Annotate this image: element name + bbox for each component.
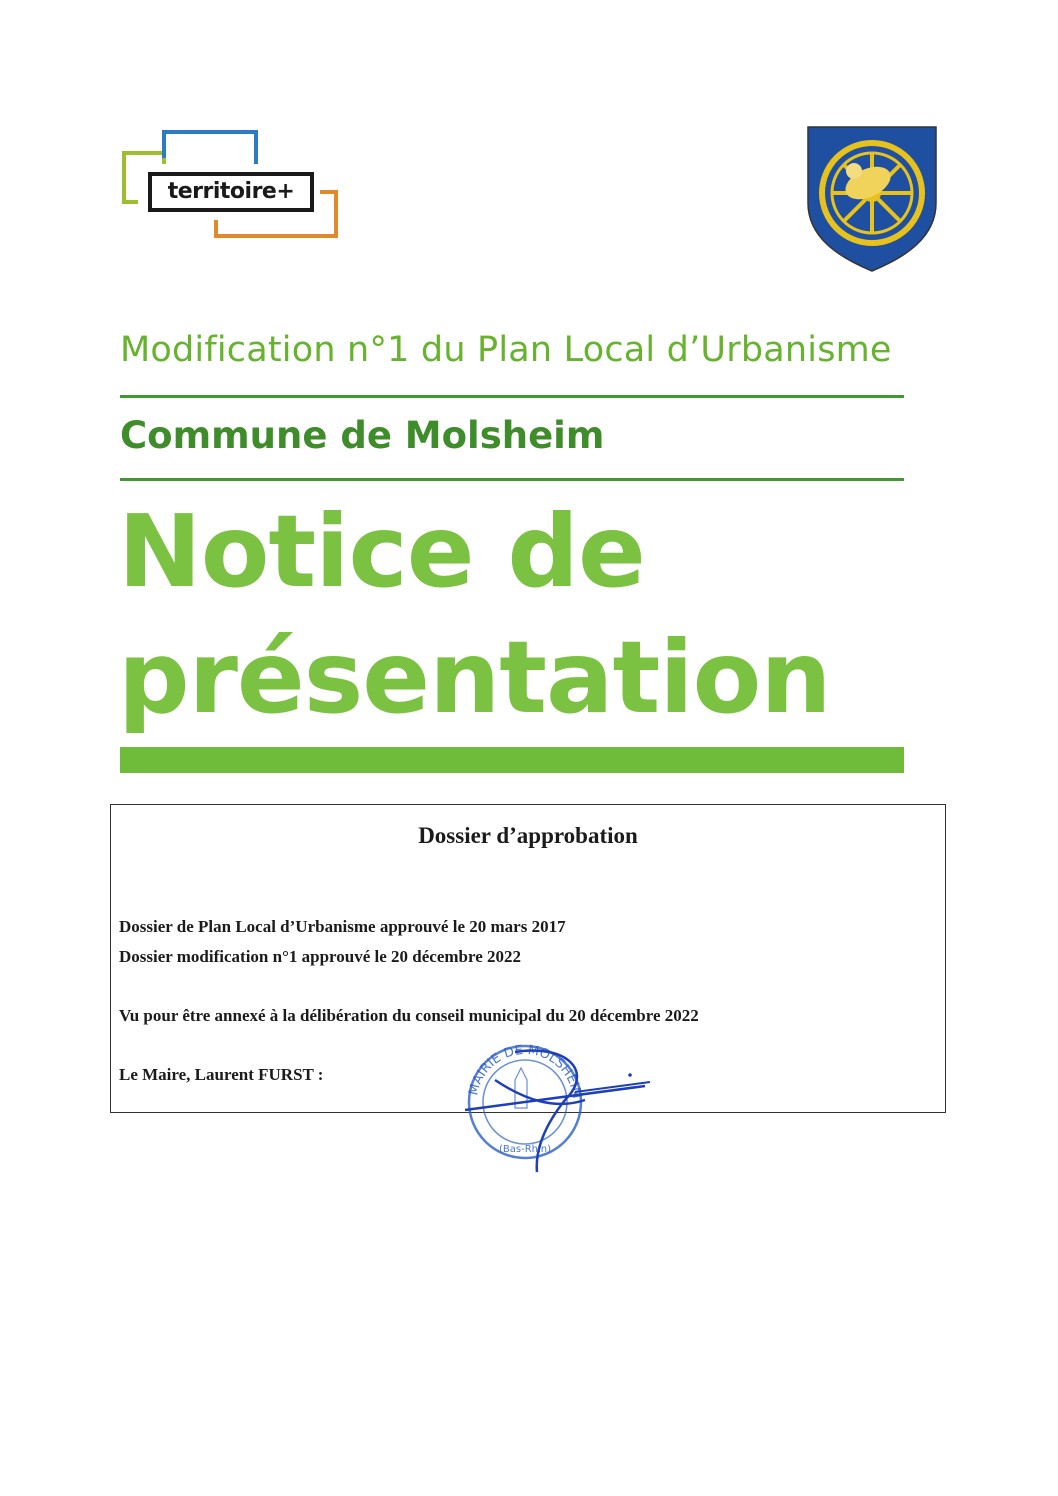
molsheim-coat-of-arms-icon (806, 125, 938, 273)
logo-wordmark: territoire+ (148, 172, 314, 212)
mairie-stamp-and-signature (455, 1040, 665, 1180)
svg-text:(Bas-Rhin): (Bas-Rhin) (499, 1144, 552, 1155)
divider-top (120, 395, 904, 398)
approval-line-plu: Dossier de Plan Local d’Urbanisme approuvé le 20 mars 2017 (119, 917, 566, 936)
approval-heading: Dossier d’approbation (418, 823, 638, 848)
mayor-signatory: Le Maire, Laurent FURST : (119, 1065, 324, 1084)
svg-text:MAIRIE DE MOLSHEIM: MAIRIE DE MOLSHEIM (466, 1042, 585, 1100)
commune-name: Commune de Molsheim (120, 414, 605, 457)
approval-line-modification: Dossier modification n°1 approuvé le 20 décembre 2022 (119, 947, 522, 966)
territoire-logo (120, 128, 345, 243)
title-underline-bar (120, 747, 904, 773)
document-subtitle: Modification n°1 du Plan Local d’Urbanisme (120, 330, 892, 370)
document-title-line1: Notice de (118, 493, 645, 610)
approval-line-annex: Vu pour être annexé à la délibération du conseil municipal du 20 décembre 2022 (119, 1006, 699, 1025)
document-title-line2: présentation (118, 619, 831, 736)
divider-middle (120, 478, 904, 481)
